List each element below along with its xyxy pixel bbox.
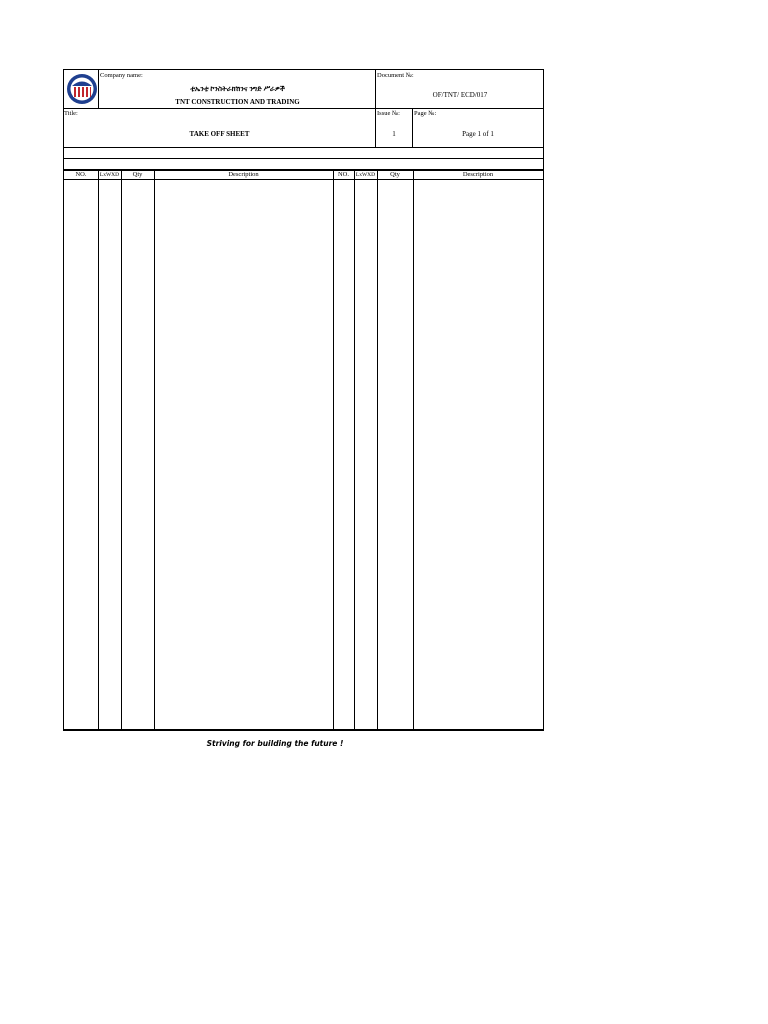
company-name-amharic: ቲኤንቲ ኮንስትራክሽንና ንግድ ሥራዎች <box>190 85 285 93</box>
logo-divider <box>98 69 99 108</box>
issue-no-value: 1 <box>392 130 396 138</box>
company-logo-icon <box>66 73 98 105</box>
col-header-description-2: Description <box>462 171 494 178</box>
document-no-value: OF/TNT/ ECD/017 <box>432 91 488 99</box>
issue-no-label: Issue №: <box>377 110 400 117</box>
issue-page-divider <box>412 108 413 147</box>
footer-motto: Striving for building the future ! <box>206 739 344 748</box>
company-name-label: Company name: <box>100 72 143 79</box>
page-no-label: Page №: <box>414 110 437 117</box>
col-header-no-1: NO. <box>75 171 87 178</box>
table-body <box>64 180 543 729</box>
table-bottom-border <box>63 729 544 731</box>
title-label: Title: <box>64 110 78 117</box>
col-header-lxwxd-1: LxWXD <box>99 172 120 178</box>
title-row-bottom-border <box>63 147 544 148</box>
col-header-qty-2: Qty <box>390 171 400 178</box>
col-header-qty-1: Qty <box>132 171 143 178</box>
col-header-description-1: Description <box>228 171 259 178</box>
blank-row-border <box>63 158 544 159</box>
col-header-no-2: NO. <box>337 171 349 178</box>
title-row-top-border <box>63 108 544 109</box>
sheet-title: TAKE OFF SHEET <box>189 130 250 138</box>
company-name: TNT CONSTRUCTION AND TRADING <box>175 98 300 106</box>
page-no-value: Page 1 of 1 <box>462 130 494 138</box>
col-header-lxwxd-2: LxWXD <box>355 172 376 178</box>
header-top-border <box>63 69 544 70</box>
document-no-label: Document №: <box>377 72 414 79</box>
